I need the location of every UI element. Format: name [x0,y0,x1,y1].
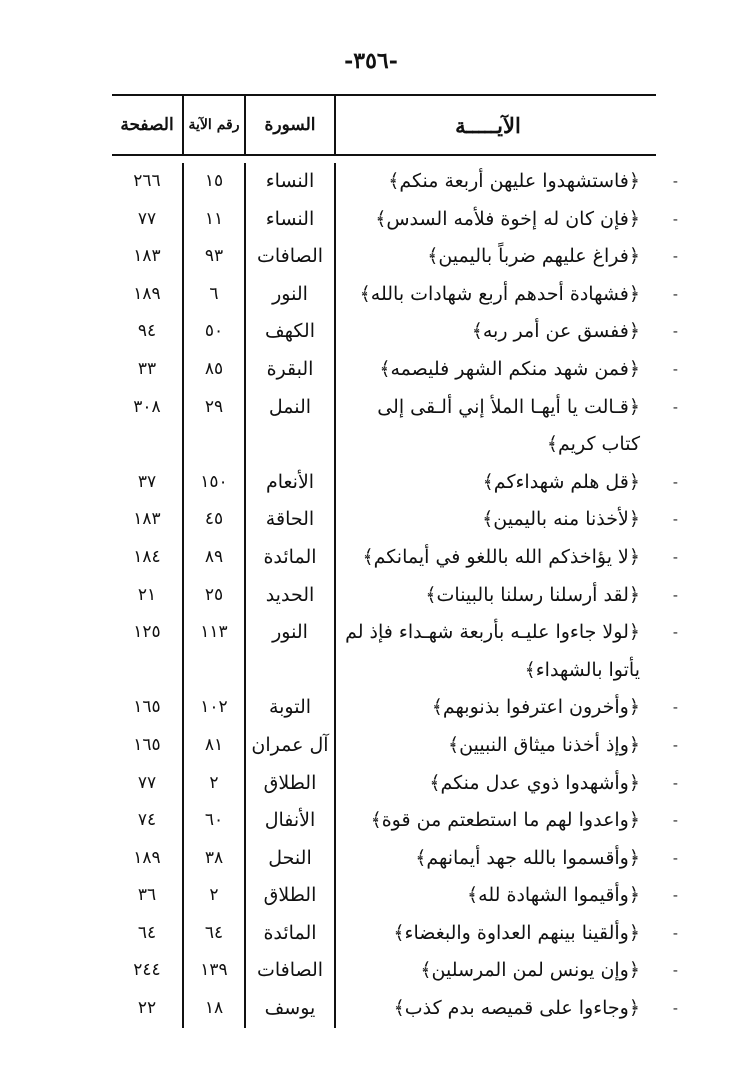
ayah-text: ﴿لا يؤاخذكم الله باللغو في أيمانكم﴾ [362,545,640,568]
ayah-text: ﴿وأقيموا الشهادة لله﴾ [467,884,640,907]
table-row [112,313,678,351]
surah-name: النحل [268,846,312,869]
row-dash-marker: - [672,623,678,642]
table-row [112,689,678,727]
ayah-text: ﴿قل هلم شهداءكم﴾ [482,470,640,493]
table-body [112,156,678,1028]
ayah-text: ﴿وجاءوا على قميصه بدم كذب﴾ [393,997,640,1020]
surah-name: النور [272,621,308,644]
ayah-cell [334,802,678,840]
row-dash-marker: - [672,585,678,604]
page-reference: ١٨٣ [133,246,161,267]
surah-name: الأنعام [265,470,315,493]
ayah-number: ٨١ [182,727,246,765]
page-reference: ٢٢ [137,998,157,1019]
ayah-cell [334,765,678,803]
ayah-number: ١١٣ [182,614,246,689]
ayah-text: ﴿واعدوا لهم ما استطعتم من قوة﴾ [370,809,640,832]
row-dash-marker: - [672,247,678,266]
ayah-number: ١٥٠ [182,464,246,502]
ayah-number: ١١ [182,201,246,239]
ayah-text: ﴿لولا جاءوا عليـه بأربعة شهـداء فإذ لم يأتوا بالشهداء﴾ [345,621,640,681]
ayah-text: ﴿وأخرون اعترفوا بذنوبهم﴾ [431,696,640,719]
table-row [112,877,678,915]
surah-name: الحاقة [265,508,315,531]
row-dash-marker: - [672,284,678,303]
table-row [112,727,678,765]
ayah-cell [334,614,678,689]
ayah-cell [334,952,678,990]
page-reference: ١٨٩ [133,847,161,868]
row-dash-marker: - [672,322,678,341]
ayah-number: ٢ [182,877,246,915]
row-dash-marker: - [672,172,678,190]
surah-name: الأنفال [264,809,316,832]
row-dash-marker: - [672,811,678,830]
ayah-index-table [112,94,678,1028]
table-row [112,201,678,239]
page-reference: ٦٤ [137,922,157,943]
ayah-text: ﴿فمن شهد منكم الشهر فليصمه﴾ [379,357,640,380]
ayah-text: ﴿فاستشهدوا عليهن أربعة منكم﴾ [388,170,640,192]
surah-name: النساء [265,207,315,230]
row-dash-marker: - [672,961,678,980]
surah-name: المائدة [263,545,317,568]
ayah-number: ٨٩ [182,539,246,577]
row-dash-marker: - [672,359,678,378]
ayah-number: ٦ [182,276,246,314]
row-dash-marker: - [672,773,678,792]
surah-name: البقرة [266,357,314,380]
page-reference: ٢١ [137,584,157,605]
ayah-cell [334,840,678,878]
ayah-number: ٤٥ [182,501,246,539]
page-reference: ١٨٩ [133,283,161,304]
table-row [112,464,678,502]
ayah-cell [334,351,678,389]
header-ayah-number: رقم الآية [182,96,246,154]
table-row [112,990,678,1028]
ayah-cell [334,501,678,539]
surah-name: النساء [265,170,315,192]
surah-name: المائدة [263,921,317,944]
ayah-cell [334,389,678,464]
ayah-text: ﴿وألقينا بينهم العداوة والبغضاء﴾ [393,921,640,944]
ayah-number: ١٣٩ [182,952,246,990]
table-row [112,802,678,840]
page-reference: ٧٤ [137,810,157,831]
ayah-cell [334,877,678,915]
ayah-text: ﴿قـالت يا أيهـا الملأ إني ألـقى إلى كتاب كريم﴾ [377,395,640,456]
ayah-cell [334,464,678,502]
page-reference: ١٦٥ [133,734,161,755]
page-reference: ٧٧ [137,208,157,229]
surah-name: الصافات [256,245,324,268]
ayah-text: ﴿وإذ أخذنا ميثاق النبيين﴾ [447,733,640,756]
ayah-text: ﴿فراغ عليهم ضرباً باليمين﴾ [427,245,640,268]
page-reference: ١٨٣ [133,509,161,530]
ayah-number: ١٠٢ [182,689,246,727]
ayah-cell [334,201,678,239]
page-reference: ١٢٥ [133,622,161,643]
row-dash-marker: - [672,999,678,1018]
ayah-text: ﴿لقد أرسلنا رسلنا بالبينات﴾ [425,583,640,606]
page-reference: ٧٧ [137,772,157,793]
header-page: الصفحة [120,115,174,135]
ayah-number: ١٥ [182,163,246,201]
ayah-text: ﴿فشهادة أحدهم أربع شهادات بالله﴾ [359,282,640,305]
table-row [112,577,678,615]
ayah-number: ١٨ [182,990,246,1028]
row-dash-marker: - [672,397,678,416]
page-reference: ٣٦ [137,885,157,906]
row-dash-marker: - [672,547,678,566]
ayah-number: ٥٠ [182,313,246,351]
ayah-number: ٢٩ [182,389,246,464]
surah-name: آل عمران [251,733,329,756]
ayah-cell [334,577,678,615]
ayah-cell [334,238,678,276]
ayah-cell [334,689,678,727]
table-row [112,238,678,276]
ayah-cell [334,163,678,201]
page-reference: ٢٦٦ [133,171,161,191]
surah-name: الصافات [256,959,324,982]
ayah-text: ﴿وأشهدوا ذوي عدل منكم﴾ [429,771,640,794]
page-reference: ٩٤ [137,321,157,342]
table-row [112,915,678,953]
row-dash-marker: - [672,886,678,905]
surah-name: الطلاق [263,771,317,794]
row-dash-marker: - [672,209,678,228]
ayah-text: ﴿ففسق عن أمر ربه﴾ [471,320,640,343]
table-row [112,614,678,689]
header-surah: السورة [264,115,316,135]
surah-name: الطلاق [263,884,317,907]
row-dash-marker: - [672,698,678,717]
page-reference: ٢٤٤ [133,960,161,981]
ayah-text: ﴿فإن كان له إخوة فلأمه السدس﴾ [375,207,640,230]
table-row [112,163,678,201]
surah-name: الحديد [265,583,315,606]
table-row [112,276,678,314]
row-dash-marker: - [672,472,678,491]
surah-name: يوسف [264,997,316,1020]
surah-name: الكهف [265,320,315,343]
table-row [112,840,678,878]
ayah-text: ﴿وأقسموا بالله جهد أيمانهم﴾ [415,846,640,869]
surah-name: النمل [268,395,312,418]
page-reference: ١٨٤ [133,546,161,567]
ayah-cell [334,313,678,351]
row-dash-marker: - [672,848,678,867]
table-row [112,389,678,464]
table-row [112,765,678,803]
ayah-cell [334,915,678,953]
ayah-number: ٢ [182,765,246,803]
ayah-number: ٦٠ [182,802,246,840]
page-reference: ٣٧ [137,471,157,492]
ayah-cell [334,276,678,314]
table-row [112,539,678,577]
ayah-cell [334,727,678,765]
surah-name: النور [272,282,308,305]
row-dash-marker: - [672,923,678,942]
page-number: -٣٥٦- [344,48,398,74]
ayah-number: ٩٣ [182,238,246,276]
page-reference: ٣٣ [137,358,157,379]
ayah-number: ٨٥ [182,351,246,389]
page-reference: ٣٠٨ [133,396,161,417]
table-row [112,351,678,389]
page-reference: ١٦٥ [133,697,161,718]
row-dash-marker: - [672,510,678,529]
ayah-cell [334,539,678,577]
ayah-text: ﴿وإن يونس لمن المرسلين﴾ [420,959,640,982]
ayah-number: ٦٤ [182,915,246,953]
surah-name: التوبة [268,696,312,719]
table-header [112,96,656,154]
ayah-text: ﴿لأخذنا منه باليمين﴾ [482,508,640,531]
table-row [112,952,678,990]
ayah-cell [334,990,678,1028]
header-ayah: الآيـــــة [334,96,656,154]
ayah-number: ٣٨ [182,840,246,878]
row-dash-marker: - [672,735,678,754]
ayah-number: ٢٥ [182,577,246,615]
table-row [112,501,678,539]
